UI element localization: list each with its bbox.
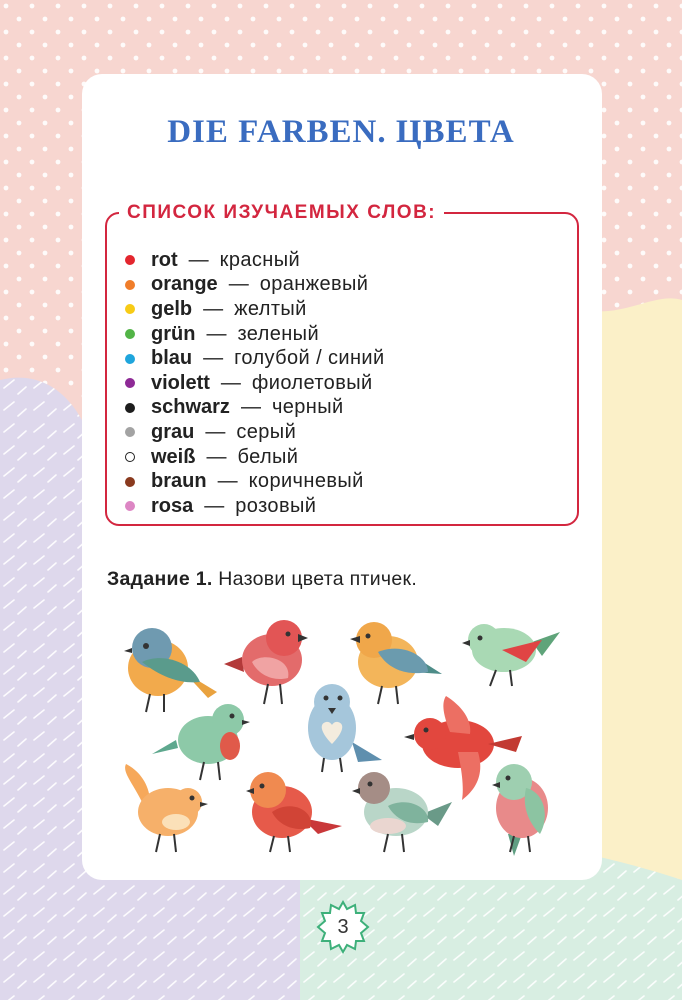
page-number-badge — [316, 900, 370, 954]
russian-translation: зеленый — [237, 322, 320, 345]
russian-translation: розовый — [235, 494, 317, 517]
bird-icon — [246, 772, 342, 852]
dash: — — [217, 470, 238, 493]
russian-translation: голубой / синий — [234, 347, 385, 370]
russian-translation: желтый — [234, 297, 307, 320]
bird-icon — [350, 622, 442, 704]
german-word: orange — [151, 273, 218, 296]
russian-translation: красный — [219, 248, 301, 271]
dash: — — [203, 347, 224, 370]
german-word: braun — [151, 470, 207, 493]
list-item — [125, 322, 385, 347]
dash: — — [220, 371, 241, 394]
color-dot-icon — [125, 354, 135, 364]
german-word: rosa — [151, 494, 194, 517]
bird-icon — [224, 620, 308, 704]
russian-translation: коричневый — [248, 470, 364, 493]
page-title: DIE FARBEN. ЦВЕТА — [167, 114, 515, 150]
bird-icon — [492, 764, 548, 856]
color-dot-icon — [125, 329, 135, 339]
list-item — [125, 445, 385, 470]
color-dot-icon — [125, 477, 135, 487]
word-list — [125, 248, 385, 519]
russian-translation: фиолетовый — [251, 371, 373, 394]
german-word: grün — [151, 322, 196, 345]
bird-icon — [125, 764, 208, 852]
german-word: blau — [151, 347, 193, 370]
dash: — — [206, 322, 227, 345]
bird-icon — [124, 628, 217, 712]
russian-translation: черный — [271, 396, 344, 419]
list-item — [125, 297, 385, 322]
german-word: violett — [151, 371, 210, 394]
color-dot-icon — [125, 427, 135, 437]
list-item — [125, 469, 385, 494]
german-word: rot — [151, 248, 178, 271]
list-item — [125, 396, 385, 421]
word-list-heading: СПИСОК ИЗУЧАЕМЫХ СЛОВ: — [119, 202, 444, 224]
task-label: Задание 1. — [107, 568, 213, 590]
color-dot-icon — [125, 452, 135, 462]
german-word: gelb — [151, 297, 193, 320]
dash: — — [203, 297, 224, 320]
bird-icon — [308, 684, 382, 772]
german-word: grau — [151, 420, 195, 443]
color-dot-icon — [125, 378, 135, 388]
german-word: weiß — [151, 445, 196, 468]
bird-icon — [352, 772, 452, 852]
russian-translation: серый — [236, 420, 297, 443]
color-dot-icon — [125, 255, 135, 265]
dash: — — [205, 420, 226, 443]
task-text: Назови цвета птичек. — [218, 568, 418, 590]
color-dot-icon — [125, 280, 135, 290]
birds-illustration — [112, 612, 572, 862]
list-item — [125, 494, 385, 519]
russian-translation: оранжевый — [259, 273, 369, 296]
list-item — [125, 346, 385, 371]
color-dot-icon — [125, 403, 135, 413]
dash: — — [228, 273, 249, 296]
bird-icon — [462, 624, 560, 686]
page-number: 3 — [337, 916, 349, 938]
list-item — [125, 420, 385, 445]
dash: — — [206, 445, 227, 468]
dash: — — [188, 248, 209, 271]
task-instruction — [107, 568, 417, 591]
russian-translation: белый — [237, 445, 299, 468]
list-item — [125, 248, 385, 273]
color-dot-icon — [125, 501, 135, 511]
dash: — — [204, 494, 225, 517]
dash: — — [240, 396, 261, 419]
list-item — [125, 273, 385, 298]
list-item — [125, 371, 385, 396]
bird-icon — [152, 704, 250, 780]
german-word: schwarz — [151, 396, 230, 419]
color-dot-icon — [125, 304, 135, 314]
